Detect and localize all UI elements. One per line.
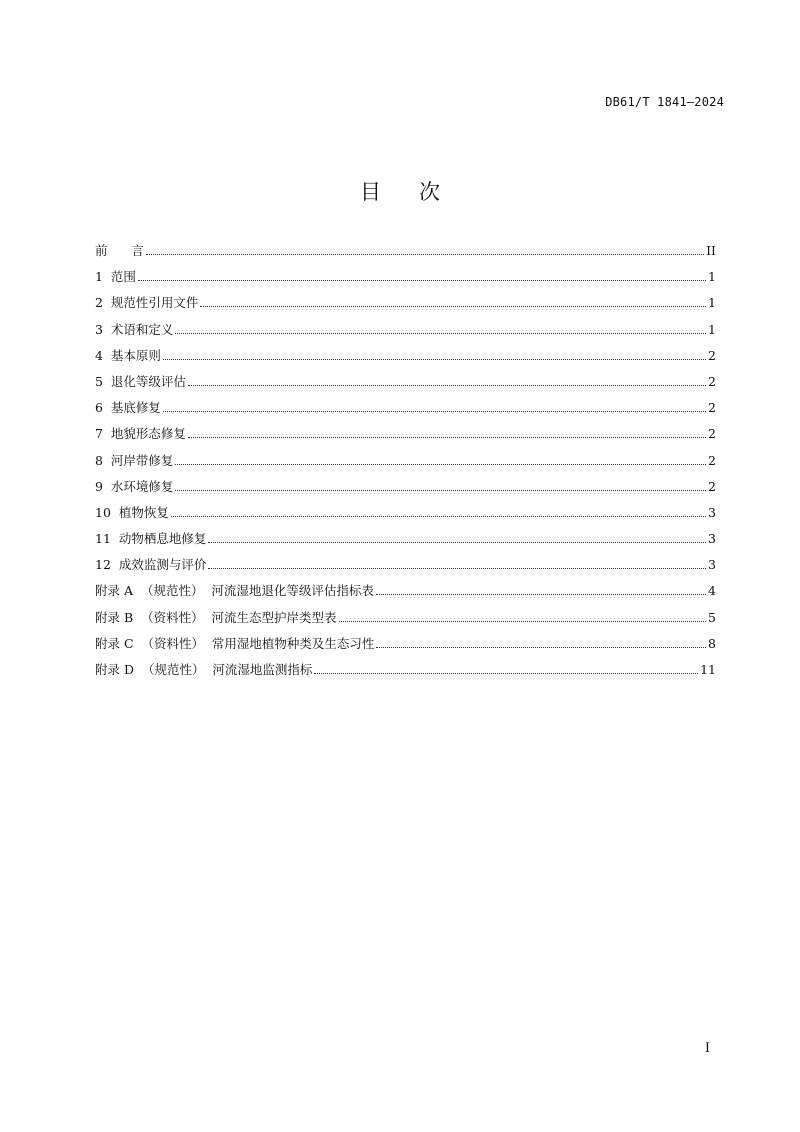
toc-entry[interactable] — [95, 555, 716, 581]
toc-dot-leader — [188, 437, 706, 438]
toc-entry-label: 附录 A （规范性） 河流湿地退化等级评估指标表 — [95, 583, 374, 599]
toc-entry[interactable] — [95, 241, 716, 267]
toc-entry-label: 2 规范性引用文件 — [95, 295, 199, 311]
toc-entry-label: 11 动物栖息地修复 — [95, 531, 207, 547]
toc-entry-page: 2 — [708, 478, 716, 494]
toc-entry-page: 1 — [708, 295, 716, 311]
toc-entry-page: 8 — [708, 635, 716, 651]
toc-entry-page: 4 — [708, 583, 716, 599]
toc-entry-page: 5 — [708, 609, 716, 625]
toc-entry-label: 附录 D （规范性） 河流湿地监测指标 — [95, 662, 313, 677]
toc-entry-page: 1 — [708, 321, 716, 337]
toc-entry-label: 6 基底修复 — [95, 400, 161, 416]
toc-entry-page: 1 — [708, 269, 716, 285]
toc-entry-label: 7 地貌形态修复 — [95, 426, 186, 442]
toc-entry[interactable] — [95, 424, 716, 450]
toc-entry-label: 1 范围 — [95, 269, 136, 285]
toc-entry-page: 2 — [708, 347, 716, 363]
toc-entry-label: 附录 B （资料性） 河流生态型护岸类型表 — [95, 609, 337, 625]
toc-entry-label: 前 言 — [95, 243, 144, 258]
toc-entry-page: 2 — [708, 373, 716, 389]
toc-entry-page: II — [706, 243, 716, 258]
toc-entry-label: 9 水环境修复 — [95, 478, 174, 494]
toc-dot-leader — [208, 542, 706, 543]
toc-entry[interactable] — [95, 372, 716, 398]
toc-entry[interactable] — [95, 477, 716, 503]
toc-entry-label: 10 植物恢复 — [95, 504, 169, 520]
toc-entry[interactable] — [95, 529, 716, 555]
toc-entry[interactable] — [95, 634, 716, 660]
document-code: DB61/T 1841—2024 — [605, 95, 724, 109]
toc-dot-leader — [314, 673, 698, 674]
toc-dot-leader — [175, 464, 706, 465]
toc-entry[interactable] — [95, 581, 716, 607]
toc-entry[interactable] — [95, 267, 716, 293]
toc-entry[interactable] — [95, 451, 716, 477]
table-of-contents — [95, 241, 716, 686]
toc-entry[interactable] — [95, 503, 716, 529]
toc-entry-page: 2 — [708, 426, 716, 442]
toc-dot-leader — [175, 490, 706, 491]
toc-dot-leader — [339, 621, 706, 622]
toc-entry-page: 3 — [708, 557, 716, 573]
toc-entry[interactable] — [95, 346, 716, 372]
toc-dot-leader — [163, 411, 706, 412]
toc-entry[interactable] — [95, 608, 716, 634]
toc-entry-label: 3 术语和定义 — [95, 321, 174, 337]
toc-dot-leader — [171, 516, 706, 517]
toc-dot-leader — [188, 385, 706, 386]
toc-dot-leader — [146, 254, 704, 255]
toc-entry-page: 11 — [700, 662, 716, 677]
toc-entry[interactable] — [95, 398, 716, 424]
toc-entry-label: 8 河岸带修复 — [95, 452, 174, 468]
toc-dot-leader — [376, 647, 706, 648]
toc-entry-label: 12 成效监测与评价 — [95, 557, 207, 573]
toc-dot-leader — [208, 568, 706, 569]
page-number: I — [704, 1041, 710, 1056]
toc-dot-leader — [376, 594, 706, 595]
toc-entry[interactable] — [95, 293, 716, 319]
toc-entry-page: 3 — [708, 504, 716, 520]
toc-entry-label: 4 基本原则 — [95, 347, 161, 363]
toc-entry[interactable] — [95, 660, 716, 686]
toc-entry-page: 2 — [708, 400, 716, 416]
toc-dot-leader — [163, 359, 706, 360]
toc-entry-page: 2 — [708, 452, 716, 468]
toc-dot-leader — [138, 280, 706, 281]
toc-dot-leader — [200, 306, 706, 307]
toc-entry-label: 附录 C （资料性） 常用湿地植物种类及生态习性 — [95, 635, 375, 651]
toc-dot-leader — [175, 333, 706, 334]
page-title: 目次 — [360, 180, 478, 204]
toc-entry-label: 5 退化等级评估 — [95, 373, 186, 389]
toc-entry[interactable] — [95, 320, 716, 346]
toc-entry-page: 3 — [708, 531, 716, 547]
